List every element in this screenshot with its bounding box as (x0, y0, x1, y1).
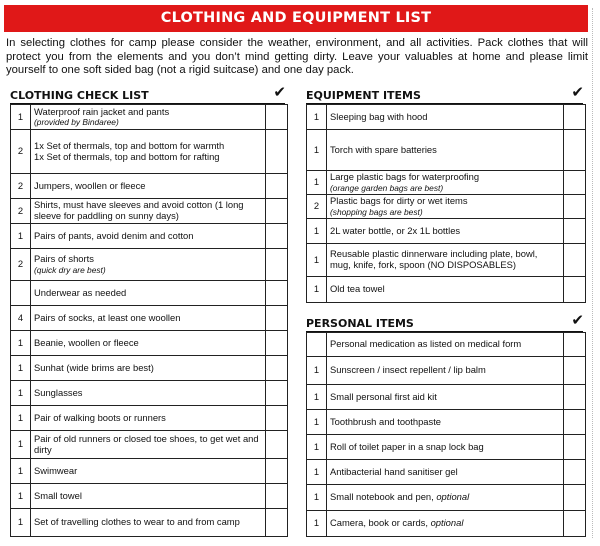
personal-row (307, 357, 586, 385)
quantity-cell: 2 (11, 199, 31, 224)
item-cell (327, 460, 564, 485)
item-text: Reusable plastic dinnerware including plate, bowl, mug, knife, fork, spoon (NO DISPOSABLES) (330, 248, 538, 270)
item-cell (327, 277, 564, 303)
checkbox-cell[interactable] (564, 460, 586, 485)
intro-paragraph: In selecting clothes for camp please consider the weather, environment, and all activities. Pack clothes that will protect you from the elements and you don’t mind getting dirty. Leave your valuables at home and please limit yourself to one soft sided bag (not a rigid suitcase) and one day pack. (6, 37, 588, 76)
clothing-row (11, 199, 288, 224)
checkbox-cell[interactable] (564, 511, 586, 537)
item-cell (327, 357, 564, 385)
equipment-row (307, 277, 586, 303)
checkbox-cell[interactable] (266, 224, 288, 249)
item-text: Waterproof rain jacket and pants (34, 105, 170, 117)
quantity-cell: 2 (11, 130, 31, 174)
checkbox-cell[interactable] (266, 431, 288, 459)
optional-note: optional (436, 491, 470, 503)
item-cell (31, 130, 266, 174)
clothing-row (11, 331, 288, 356)
checkbox-cell[interactable] (266, 130, 288, 174)
item-cell (327, 333, 564, 357)
item-cell (327, 435, 564, 460)
checkbox-cell[interactable] (266, 105, 288, 130)
checkbox-cell[interactable] (564, 105, 586, 130)
item-cell (31, 484, 266, 509)
personal-row (307, 460, 586, 485)
item-text: Underwear as needed (34, 286, 127, 298)
quantity-cell: 1 (307, 357, 327, 385)
checkbox-cell[interactable] (564, 410, 586, 435)
clothing-row (11, 356, 288, 381)
item-text: Large plastic bags for waterproofing (330, 171, 480, 183)
personal-row (307, 410, 586, 435)
checkbox-cell[interactable] (266, 381, 288, 406)
equipment-row (307, 244, 586, 277)
item-cell (31, 381, 266, 406)
item-cell (31, 356, 266, 381)
quantity-cell: 1 (307, 219, 327, 244)
checkbox-cell[interactable] (564, 435, 586, 460)
item-cell (31, 306, 266, 331)
checkbox-cell[interactable] (564, 195, 586, 219)
item-cell (327, 105, 564, 130)
checkbox-cell[interactable] (564, 171, 586, 195)
item-note: (quick dry are best) (34, 264, 106, 275)
item-cell (31, 459, 266, 484)
personal-row (307, 485, 586, 511)
item-text: Pairs of shorts (34, 253, 94, 265)
personal-table (306, 332, 586, 537)
quantity-cell: 1 (11, 381, 31, 406)
item-text: Sleeping bag with hood (330, 110, 428, 122)
quantity-cell: 1 (307, 460, 327, 485)
item-cell (31, 406, 266, 431)
item-text: Pair of old runners or closed toe shoes, to get wet and dirty (34, 432, 259, 455)
item-cell (327, 171, 564, 195)
item-note: (shopping bags are best) (330, 206, 423, 217)
item-text: Camera, book or cards, (330, 517, 431, 529)
equipment-heading (306, 83, 584, 104)
checkbox-cell[interactable] (266, 509, 288, 537)
quantity-cell: 1 (307, 171, 327, 195)
item-text: Small towel (34, 489, 82, 501)
checkbox-cell[interactable] (564, 277, 586, 303)
checkbox-cell[interactable] (266, 331, 288, 356)
quantity-cell: 1 (307, 244, 327, 277)
checkbox-cell[interactable] (266, 199, 288, 224)
clothing-table (10, 104, 288, 537)
personal-row (307, 435, 586, 460)
personal-row (307, 511, 586, 537)
item-text: Old tea towel (330, 283, 385, 295)
item-text: Personal medication as listed on medical form (330, 338, 522, 350)
checkbox-cell[interactable] (564, 130, 586, 171)
quantity-cell: 2 (11, 249, 31, 281)
item-text: Beanie, woollen or fleece (34, 336, 139, 348)
quantity-cell: 1 (307, 105, 327, 130)
personal-row (307, 333, 586, 357)
item-text: 1x Set of thermals, top and bottom for rafting (34, 150, 220, 162)
personal-heading-text: PERSONAL ITEMS (306, 317, 414, 330)
clothing-row (11, 130, 288, 174)
item-cell (31, 249, 266, 281)
scrollbar[interactable] (592, 8, 600, 538)
item-cell (327, 244, 564, 277)
checkbox-cell[interactable] (266, 406, 288, 431)
quantity-cell: 1 (11, 431, 31, 459)
item-cell (31, 509, 266, 537)
quantity-cell: 1 (11, 484, 31, 509)
checkbox-cell[interactable] (266, 174, 288, 199)
equipment-row (307, 105, 586, 130)
item-text: Antibacterial hand sanitiser gel (330, 465, 458, 477)
clothing-row (11, 484, 288, 509)
clothing-row (11, 431, 288, 459)
checkbox-cell[interactable] (564, 219, 586, 244)
personal-row (307, 385, 586, 410)
equipment-row (307, 195, 586, 219)
item-text: Sunhat (wide brims are best) (34, 361, 154, 373)
item-cell (327, 195, 564, 219)
quantity-cell: 1 (11, 406, 31, 431)
checkbox-cell[interactable] (266, 249, 288, 281)
clothing-checkmark-icon: ✔ (273, 83, 286, 101)
personal-heading (306, 311, 584, 332)
equipment-row (307, 171, 586, 195)
item-text: Small personal first aid kit (330, 390, 437, 402)
clothing-row (11, 174, 288, 199)
quantity-cell: 1 (307, 435, 327, 460)
quantity-cell: 1 (11, 509, 31, 537)
quantity-cell: 2 (307, 195, 327, 219)
quantity-cell: 1 (307, 277, 327, 303)
clothing-row (11, 509, 288, 537)
checkbox-cell[interactable] (564, 485, 586, 511)
quantity-cell: 1 (11, 331, 31, 356)
item-note: (orange garden bags are best) (330, 182, 444, 193)
personal-checkmark-icon: ✔ (571, 311, 584, 329)
clothing-row (11, 249, 288, 281)
equipment-heading-text: EQUIPMENT ITEMS (306, 89, 421, 102)
item-text: Swimwear (34, 464, 78, 476)
page-title-banner (4, 5, 588, 32)
item-text: Torch with spare batteries (330, 143, 437, 155)
clothing-row (11, 224, 288, 249)
quantity-cell: 1 (307, 385, 327, 410)
clothing-row (11, 306, 288, 331)
item-cell (327, 511, 564, 537)
clothing-heading (10, 83, 286, 104)
item-text: Toothbrush and toothpaste (330, 415, 442, 427)
checkbox-cell[interactable] (564, 333, 586, 357)
checkbox-cell[interactable] (564, 244, 586, 277)
checkbox-cell[interactable] (564, 357, 586, 385)
item-cell (31, 431, 266, 459)
item-cell (31, 174, 266, 199)
item-cell (31, 281, 266, 306)
item-cell (327, 485, 564, 511)
item-text: Plastic bags for dirty or wet items (330, 195, 468, 207)
quantity-cell: 1 (11, 459, 31, 484)
item-text: Roll of toilet paper in a snap lock bag (330, 440, 484, 452)
item-text: Sunglasses (34, 386, 83, 398)
quantity-cell: 1 (307, 485, 327, 511)
quantity-cell (11, 281, 31, 306)
checkbox-cell[interactable] (266, 306, 288, 331)
checkbox-cell[interactable] (266, 356, 288, 381)
quantity-cell: 1 (307, 130, 327, 171)
item-cell (327, 385, 564, 410)
item-text: Sunscreen / insect repellent / lip balm (330, 364, 486, 376)
equipment-table (306, 104, 586, 303)
quantity-cell: 1 (11, 356, 31, 381)
item-cell (31, 105, 266, 130)
quantity-cell: 1 (307, 511, 327, 537)
item-text: Jumpers, woollen or fleece (34, 179, 146, 191)
quantity-cell (307, 333, 327, 357)
item-note: (provided by Bindaree) (34, 117, 119, 128)
clothing-row (11, 105, 288, 130)
clothing-row (11, 406, 288, 431)
item-text: Pairs of socks, at least one woollen (34, 311, 181, 323)
checkbox-cell[interactable] (266, 459, 288, 484)
equipment-checkmark-icon: ✔ (571, 83, 584, 101)
clothing-heading-text: CLOTHING CHECK LIST (10, 89, 149, 102)
item-text: Pair of walking boots or runners (34, 411, 166, 423)
page-title: CLOTHING AND EQUIPMENT LIST (160, 10, 432, 26)
clothing-row (11, 381, 288, 406)
quantity-cell: 1 (11, 224, 31, 249)
clothing-row (11, 459, 288, 484)
checkbox-cell[interactable] (564, 385, 586, 410)
item-text: Small notebook and pen, (330, 491, 437, 503)
equipment-row (307, 130, 586, 171)
item-cell (31, 331, 266, 356)
item-text: 2L water bottle, or 2x 1L bottles (330, 224, 461, 236)
optional-note: optional (430, 517, 464, 529)
item-cell (31, 224, 266, 249)
checkbox-cell[interactable] (266, 281, 288, 306)
item-text: Shirts, must have sleeves and avoid cotton (1 long sleeve for paddling on sunny days) (34, 199, 244, 221)
quantity-cell: 2 (11, 174, 31, 199)
item-text: Pairs of pants, avoid denim and cotton (34, 229, 194, 241)
checkbox-cell[interactable] (266, 484, 288, 509)
item-cell (327, 219, 564, 244)
item-cell (327, 130, 564, 171)
item-text: Set of travelling clothes to wear to and from camp (34, 516, 240, 528)
clothing-row (11, 281, 288, 306)
quantity-cell: 4 (11, 306, 31, 331)
item-cell (327, 410, 564, 435)
quantity-cell: 1 (11, 105, 31, 130)
item-cell (31, 199, 266, 224)
equipment-row (307, 219, 586, 244)
item-text: 1x Set of thermals, top and bottom for warmth (34, 139, 225, 151)
quantity-cell: 1 (307, 410, 327, 435)
